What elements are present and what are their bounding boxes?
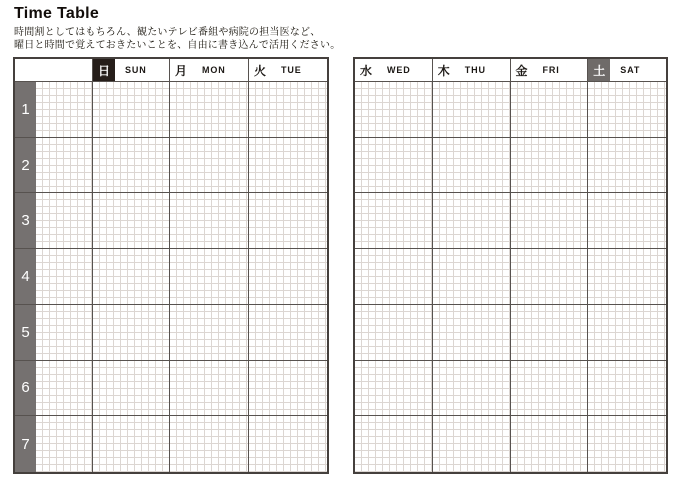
schedule-cell (249, 138, 327, 194)
schedule-cell (433, 82, 511, 138)
day-abbr-label: SAT (620, 65, 641, 75)
schedule-cell (511, 305, 589, 361)
header-spacer-cell (15, 59, 93, 82)
time-note-cell (36, 138, 93, 194)
schedule-cell (588, 82, 666, 138)
time-note-cell (36, 361, 93, 417)
schedule-cell (511, 361, 589, 417)
period-number-cell: 2 (15, 138, 36, 194)
schedule-cell (170, 138, 249, 194)
schedule-cell (93, 249, 170, 305)
schedule-cell (170, 249, 249, 305)
period-number-cell: 6 (15, 361, 36, 417)
schedule-cell (433, 416, 511, 472)
time-note-cell (36, 249, 93, 305)
schedule-cell (249, 305, 327, 361)
day-kanji: 土 (593, 63, 606, 78)
schedule-cell (249, 416, 327, 472)
schedule-cell (588, 138, 666, 194)
schedule-cell (355, 361, 433, 417)
subtitle-line-2: 曜日と時間で覚えておきたいことを、自由に書き込んで活用ください。 (14, 40, 341, 51)
schedule-cell (93, 416, 170, 472)
day-header-mon (170, 59, 249, 82)
day-kanji-box (511, 59, 533, 81)
schedule-cell (170, 416, 249, 472)
day-abbr-label: TUE (281, 65, 302, 75)
day-kanji: 水 (359, 63, 372, 78)
period-number-cell: 3 (15, 193, 36, 249)
time-note-cell (36, 305, 93, 361)
schedule-cell (355, 138, 433, 194)
schedule-cell (511, 193, 589, 249)
day-header-tue (249, 59, 327, 82)
schedule-cell (355, 82, 433, 138)
page-subtitle (14, 26, 340, 52)
day-abbr-label: MON (202, 65, 226, 75)
schedule-cell (249, 193, 327, 249)
period-number-cell: 5 (15, 305, 36, 361)
schedule-cell (433, 249, 511, 305)
saturday-kanji-box (588, 59, 610, 81)
period-number-cell: 1 (15, 82, 36, 138)
day-abbr-label: SUN (125, 65, 147, 75)
schedule-cell (511, 249, 589, 305)
day-header-wed (355, 59, 433, 82)
time-note-cell (36, 193, 93, 249)
schedule-cell (355, 416, 433, 472)
schedule-cell (93, 193, 170, 249)
day-kanji-box (433, 59, 455, 81)
schedule-cell (511, 416, 589, 472)
day-header-sat (588, 59, 666, 82)
schedule-cell (511, 138, 589, 194)
schedule-cell (249, 82, 327, 138)
schedule-cell (93, 138, 170, 194)
day-kanji: 金 (515, 63, 528, 78)
day-abbr-label: FRI (542, 65, 560, 75)
schedule-cell (170, 82, 249, 138)
sunday-kanji-box (93, 59, 115, 81)
day-header-fri (511, 59, 589, 82)
day-header-thu (433, 59, 511, 82)
subtitle-line-1: 時間割としてはもちろん、観たいテレビ番組や病院の担当医など、 (14, 27, 321, 38)
schedule-cell (433, 193, 511, 249)
day-kanji: 木 (437, 63, 450, 78)
page-title: Time Table (14, 5, 100, 22)
schedule-cell (93, 305, 170, 361)
day-header-sun (93, 59, 170, 82)
day-abbr-label: THU (464, 65, 486, 75)
schedule-cell (588, 193, 666, 249)
schedule-cell (588, 305, 666, 361)
schedule-cell (588, 361, 666, 417)
period-number-cell: 4 (15, 249, 36, 305)
schedule-cell (93, 361, 170, 417)
time-note-cell (36, 82, 93, 138)
timetable-wed-thu-fri-sat (353, 57, 668, 474)
day-kanji: 日 (97, 63, 110, 78)
schedule-cell (249, 249, 327, 305)
schedule-cell (433, 361, 511, 417)
schedule-cell (249, 361, 327, 417)
day-kanji-box (249, 59, 271, 81)
day-kanji-box (170, 59, 192, 81)
schedule-cell (588, 249, 666, 305)
schedule-cell (433, 138, 511, 194)
timetable-sun-mon-tue (13, 57, 329, 474)
period-number-cell: 7 (15, 416, 36, 472)
schedule-cell (433, 305, 511, 361)
day-kanji: 火 (253, 63, 266, 78)
schedule-cell (355, 305, 433, 361)
schedule-cell (93, 82, 170, 138)
schedule-cell (170, 305, 249, 361)
schedule-cell (355, 193, 433, 249)
schedule-cell (355, 249, 433, 305)
day-kanji-box (355, 59, 377, 81)
schedule-cell (511, 82, 589, 138)
schedule-cell (170, 193, 249, 249)
day-abbr-label: WED (387, 65, 411, 75)
time-note-cell (36, 416, 93, 472)
schedule-cell (170, 361, 249, 417)
schedule-cell (588, 416, 666, 472)
day-kanji: 月 (174, 63, 187, 78)
